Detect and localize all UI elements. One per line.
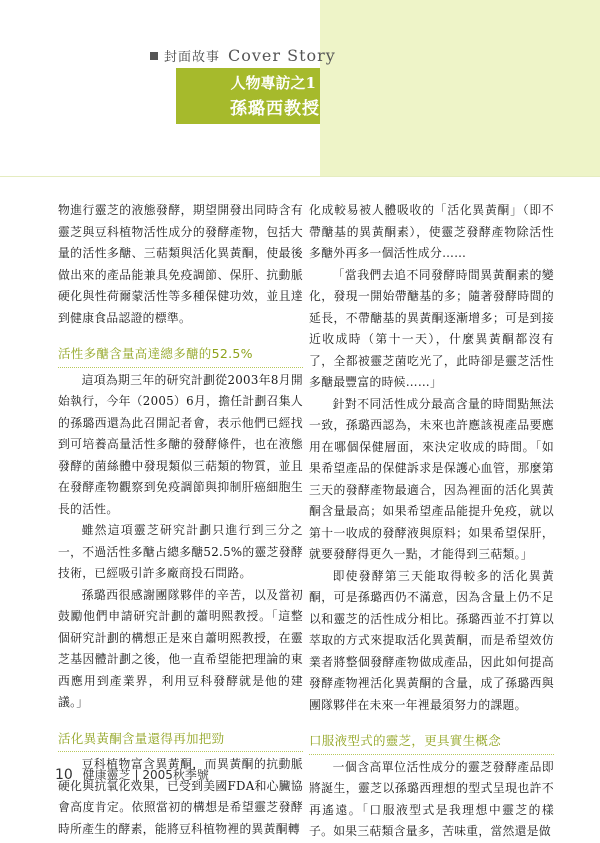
person-name: 孫璐西教授 [230, 99, 320, 119]
paragraph: 豆科植物富含異黃酮，而異黃酮的抗動脈硬化與抗氧化效果，已受到美國FDA和心臟協會高度肯定。依照當初的構想是希望靈芝發酵時所產生的酵素，能將豆科植物裡的異黃酮轉 [58, 757, 303, 836]
square-bullet-icon [150, 52, 158, 60]
section-label-zh: 封面故事 [164, 50, 221, 65]
section-label-en: Cover Story [228, 46, 336, 65]
subheading: 口服液型式的靈芝，更具實生概念 [309, 730, 554, 755]
page-footer [55, 766, 209, 783]
header-tint-panel [320, 0, 600, 176]
paragraph: 針對不同活性成分最高含量的時間點無法一致，孫璐西認為，未來也許應該視產品要應用在哪個保健層面，來決定收成的時間。「如果希望產品的保健訴求是保護心血管，那麼第三天的發酵產物最適合，因為裡面的活化異黃酮含量最高；如果希望產品能提升免疫，就以第十一收成的發酵液與原料；如果希望保肝，就要發酵得更久一點，才能得到三萜類。」 [309, 396, 554, 561]
left-column [58, 200, 303, 840]
page-number: 10 [55, 767, 73, 783]
paragraph: 這項為期三年的研究計劃從2003年8月開始執行，今年（2005）6月，擔任計劃召集人的孫璐西還為此召開記者會，表示他們已經找到可培養高量活性多醣的發酵條件，也在液態發酵的菌絲體中發現類似三萜類的物質，並且在發酵產物觀察到免疫調節與抑制肝癌細胞生長的活性。 [58, 372, 303, 516]
quote-paragraph: 「當我們去追不同發酵時間異黃酮素的變化，發現一開始帶醣基的多；隨著發酵時間的延長，不帶醣基的異黃酮逐漸增多；可是到接近收成時（第十一天），什麼異黃酮都沒有了，全都被靈芝菌吃光了，此時卻是靈芝活性多醣最豐富的時候……」 [309, 267, 554, 389]
subheading: 活性多醣含量高達總多醣的52.5% [58, 343, 303, 368]
header-divider [0, 176, 600, 177]
paragraph: 一個含高單位活性成分的靈芝發酵產品即將誕生，靈芝以孫璐西理想的型式呈現也許不再遙遠。「口服液型式是我理想中靈芝的樣子。如果三萜類含量多，苦味重，當然還是做 [309, 759, 554, 838]
paragraph: 孫璐西很感謝團隊夥伴的辛苦，以及當初鼓勵他們申請研究計劃的蕭明熙教授。「這整個研究計劃的構想正是來自蕭明熙教授，在靈芝基因體計劃之後，他一直希望能把理論的東西應用到產業界，利用豆科發酵就是他的建議。」 [58, 587, 303, 709]
publication-name: 健康靈芝 [82, 768, 131, 782]
subheading: 活化異黃酮含量還得再加把勁 [58, 728, 303, 753]
paragraph: 化成較易被人體吸收的「活化異黃酮」（即不帶醣基的異黃酮素），使靈芝發酵產物除活性多醣外再多一個活性成分…… [309, 203, 554, 260]
paragraph: 物進行靈芝的液態發酵，期望開發出同時含有靈芝與豆科植物活性成分的發酵產物，包括大量的活性多醣、三萜類與活化異黃酮，使最後做出來的產品能兼具免疫調節、保肝、抗動脈硬化與性荷爾蒙活性等多種保健功效，並且達到健康食品認證的標準。 [58, 203, 303, 325]
right-column [309, 200, 554, 843]
section-label [150, 46, 336, 65]
paragraph: 雖然這項靈芝研究計劃只進行到三分之一，不過活性多醣占總多醣52.5%的靈芝發酵技術，已經吸引許多廠商投石問路。 [58, 523, 303, 580]
issue-label: 2005秋季號 [142, 768, 209, 782]
paragraph: 即使發酵第三天能取得較多的活化異黃酮，可是孫璐西仍不滿意，因為含量上仍不足以和靈芝的活性成分相比。孫璐西並不打算以萃取的方式來提取活化異黃酮，而是希望效仿業者將整個發酵產物做成產品，因此如何提高發酵產物裡活化異黃酮的含量，成了孫璐西與團隊夥伴在未來一年裡最須努力的課題。 [309, 568, 554, 712]
interview-label: 人物專訪之1 [230, 74, 316, 92]
footer-separator: | [134, 768, 139, 782]
